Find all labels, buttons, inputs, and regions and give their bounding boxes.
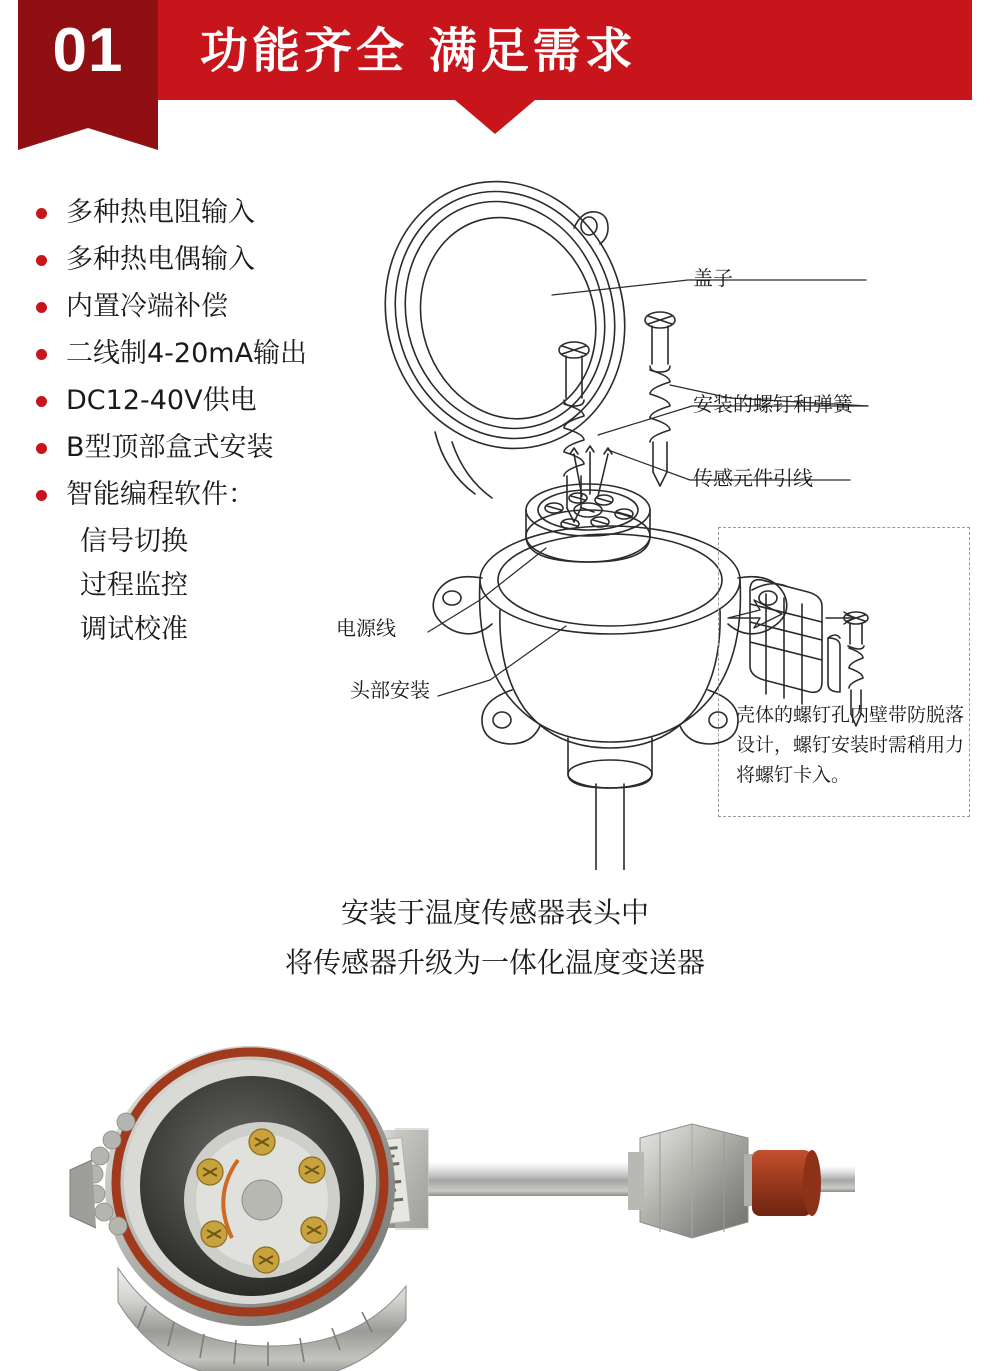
- feature-label: 多种热电阻输入: [66, 197, 255, 228]
- feature-label: B型顶部盒式安装: [66, 432, 274, 463]
- caption-line-2: 将传感器升级为一体化温度变送器: [284, 946, 705, 979]
- feature-sub-item: 调试校准: [80, 614, 188, 645]
- label-sensor-leads: 传感元件引线: [693, 466, 813, 490]
- feature-label: 二线制4-20mA输出: [66, 338, 308, 369]
- list-item: [28, 243, 358, 277]
- list-item: [28, 384, 358, 418]
- list-item: [28, 431, 358, 465]
- label-head-mount: 头部安装: [350, 678, 430, 702]
- feature-sub-item: 信号切换: [80, 526, 188, 557]
- caption-block: [0, 888, 990, 988]
- bullet-icon: [36, 208, 47, 219]
- caption-line-1: 安装于温度传感器表头中: [340, 896, 649, 929]
- section-title: 功能齐全 满足需求: [200, 23, 637, 79]
- feature-sub-item: 过程监控: [80, 570, 188, 601]
- section-number: 01: [52, 16, 124, 85]
- product-photo-illustration: [0, 1010, 990, 1371]
- list-item: [28, 196, 358, 230]
- bullet-icon: [36, 302, 47, 313]
- feature-list: [28, 196, 358, 657]
- feature-label: 内置冷端补偿: [66, 291, 228, 322]
- list-item: [28, 290, 358, 324]
- label-power-wire: 电源线: [336, 616, 396, 640]
- detail-note-text: 壳体的螺钉孔内壁带防脱落设计，螺钉安装时需稍用力将螺钉卡入。: [736, 704, 965, 786]
- bullet-icon: [36, 443, 47, 454]
- bullet-icon: [36, 349, 47, 360]
- header-tab-notch: [18, 128, 158, 150]
- bullet-icon: [36, 490, 47, 501]
- feature-label: 多种热电偶输入: [66, 244, 255, 275]
- feature-label: DC12-40V供电: [66, 385, 257, 416]
- page-header: [0, 0, 990, 112]
- bullet-icon: [36, 396, 47, 407]
- product-photo: [0, 1010, 990, 1371]
- list-item: [28, 337, 358, 371]
- label-cover: 盖子: [693, 266, 733, 290]
- list-item: [28, 478, 358, 512]
- header-bar-notch: [455, 100, 535, 134]
- feature-label: 智能编程软件：: [66, 479, 255, 510]
- bullet-icon: [36, 255, 47, 266]
- label-screws-springs: 安装的螺钉和弹簧: [693, 392, 853, 416]
